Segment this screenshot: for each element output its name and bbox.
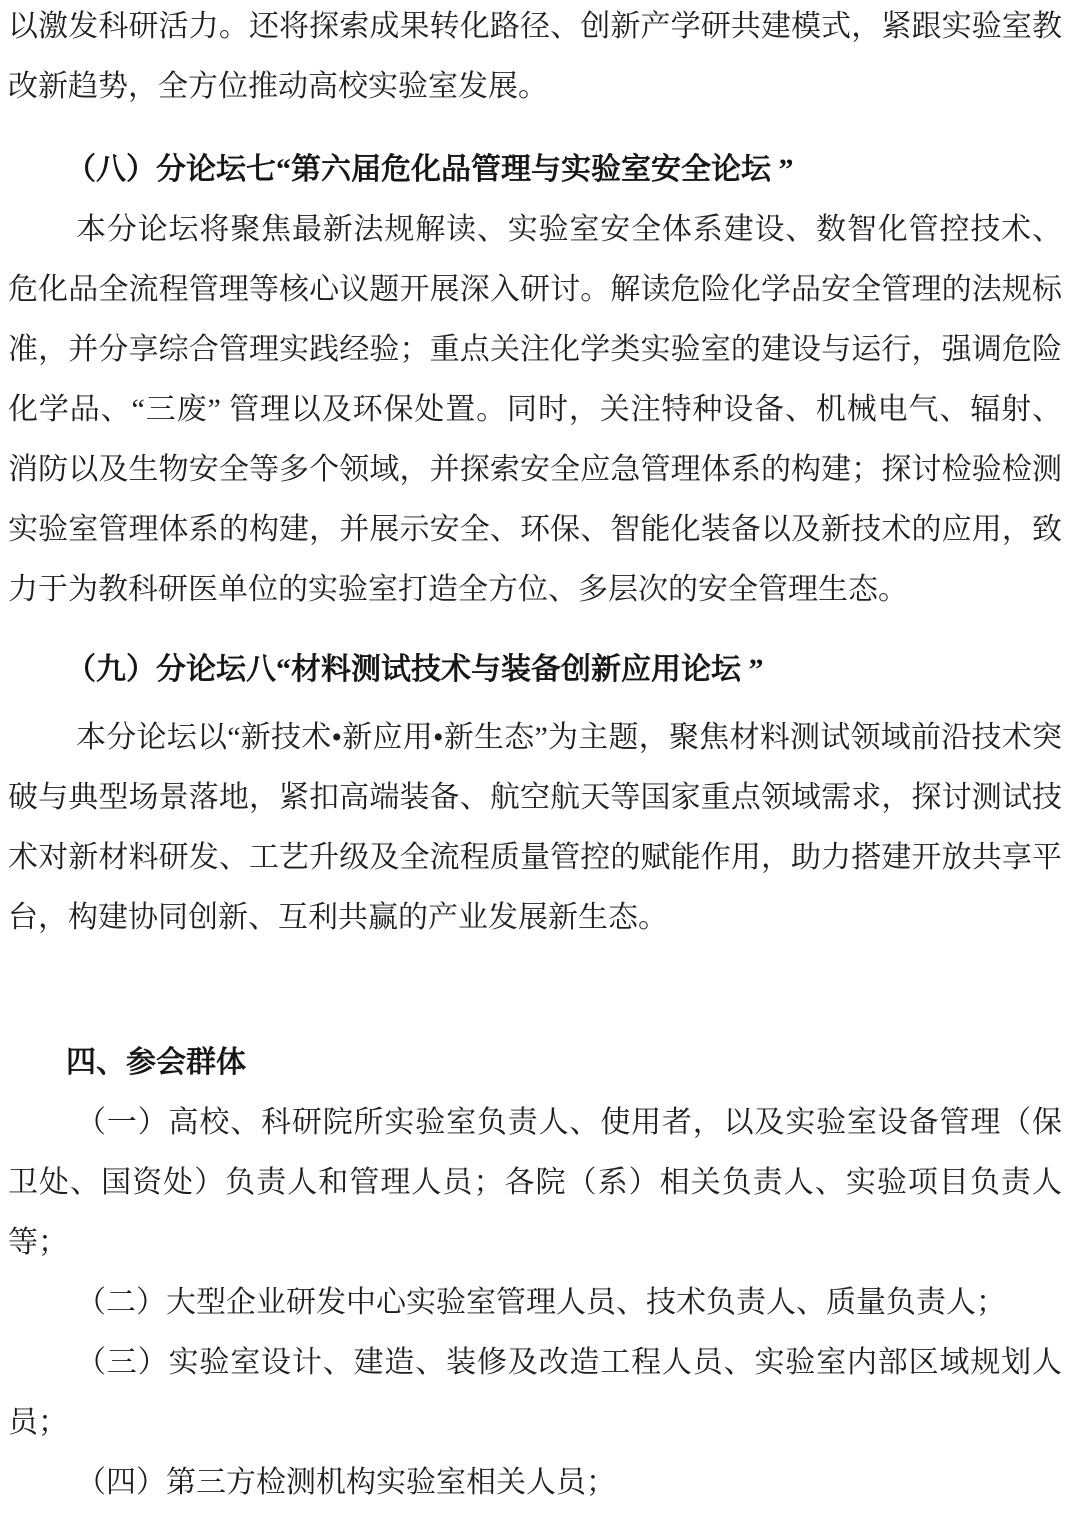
- paragraph-group-3: （三）实验室设计、建造、装修及改造工程人员、实验室内部区域规划人员；: [8, 1346, 1062, 1439]
- heading-subforum-7: （八）分论坛七“第六届危化品管理与实验室安全论坛 ”: [66, 153, 794, 186]
- paragraph-subforum-8: 本分论坛以“新技术•新应用•新生态”为主题，聚焦材料测试领域前沿技术突破与典型场景落地，紧扣高端装备、航空航天等国家重点领域需求，探讨测试技术对新材料研发、工艺升级及全流程质量管控的赋能作用，助力搭建开放共享平台，构建协同创新、互利共赢的产业发展新生态。: [8, 721, 1062, 934]
- heading-subforum-8: （九）分论坛八“材料测试技术与装备创新应用论坛 ”: [66, 653, 764, 686]
- paragraph-subforum-7: 本分论坛将聚焦最新法规解读、实验室安全体系建设、数智化管控技术、危化品全流程管理等核心议题开展深入研讨。解读危险化学品安全管理的法规标准，并分享综合管理实践经验；重点关注化学类实验室的建设与运行，强调危险化学品、“三废” 管理以及环保处置。同时，关注特种设备、机械电气、辐射、消防以及生物安全等多个领域，并探索安全应急管理体系的构建；探讨检验检测实验室管理体系的构建，并展示安全、环保、智能化装备以及新技术的应用，致力于为教科研医单位的实验室打造全方位、多层次的安全管理生态。: [8, 213, 1062, 606]
- heading-attendee-groups: 四、参会群体: [66, 1046, 246, 1079]
- paragraph-group-4: （四）第三方检测机构实验室相关人员；: [76, 1466, 616, 1499]
- paragraph-group-2: （二）大型企业研发中心实验室管理人员、技术负责人、质量负责人；: [76, 1286, 1006, 1319]
- paragraph-intro-continuation: 以激发科研活力。还将探索成果转化路径、创新产学研共建模式，紧跟实验室教改新趋势，全方位推动高校实验室发展。: [8, 10, 1062, 103]
- paragraph-group-1: （一）高校、科研院所实验室负责人、使用者，以及实验室设备管理（保卫处、国资处）负责人和管理人员；各院（系）相关负责人、实验项目负责人等；: [8, 1106, 1062, 1259]
